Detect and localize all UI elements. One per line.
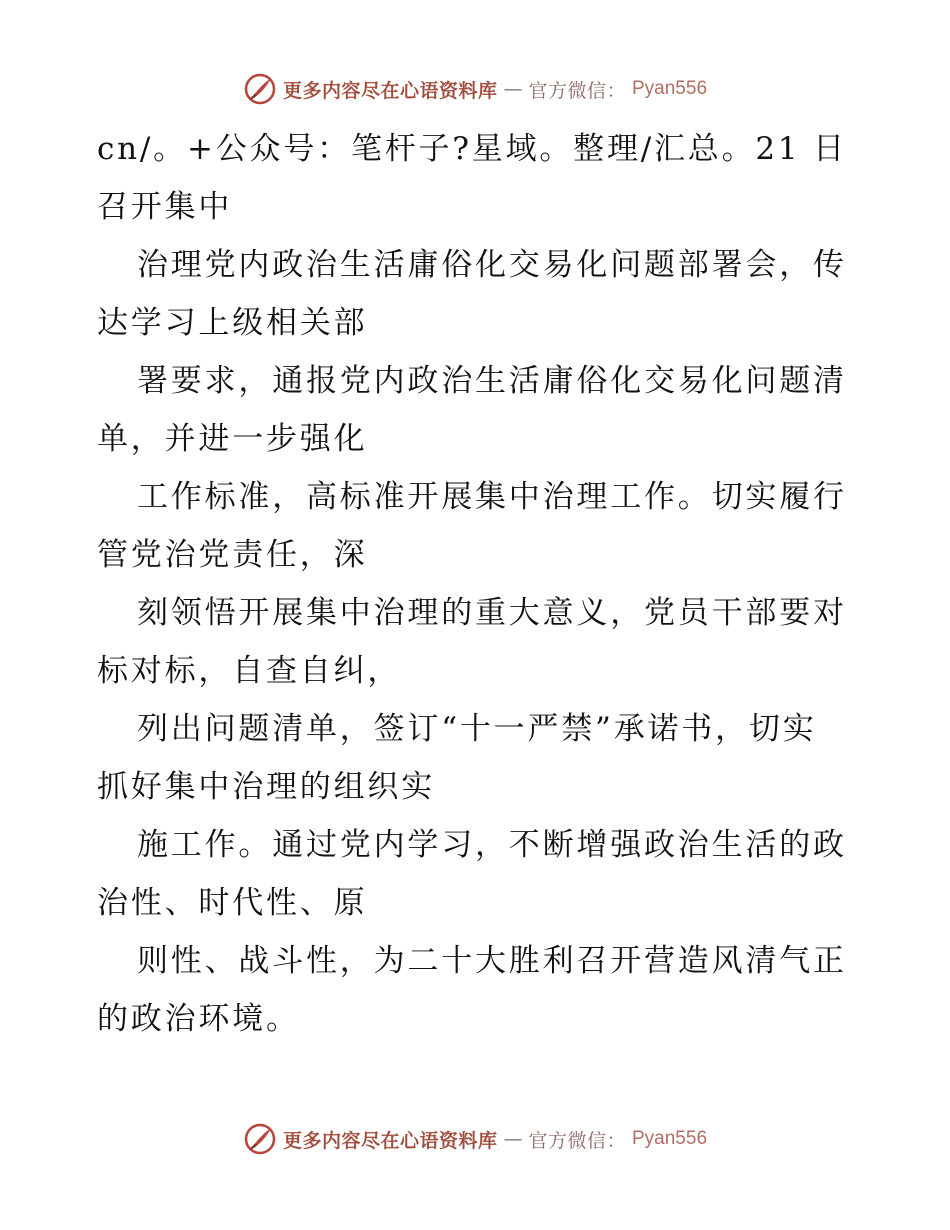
feather-pen-logo-icon (243, 1122, 277, 1156)
body-line: 工作标准，高标准开展集中治理工作。切实履行 (137, 479, 847, 515)
watermark-wechat-id: Pyan556 (632, 1128, 708, 1149)
header-watermark (0, 72, 950, 106)
body-line: 治性、时代性、原 (97, 885, 368, 921)
watermark-brand-text: 更多内容尽在心语资料库 (282, 1129, 498, 1152)
watermark-separator: — (503, 78, 523, 100)
body-line: cn/。+公众号：笔杆子?星域。整理/汇总。21 日 (97, 131, 847, 167)
body-line: 署要求，通报党内政治生活庸俗化交易化问题清 (137, 363, 847, 399)
body-line: 治理党内政治生活庸俗化交易化问题部署会，传 (137, 247, 847, 283)
body-line: 则性、战斗性，为二十大胜利召开营造风清气正 (137, 943, 847, 979)
body-line: 召开集中 (97, 189, 233, 225)
body-line: 的政治环境。 (97, 1001, 300, 1037)
body-line: 列出问题清单，签订“十一严禁”承诺书，切实 (137, 711, 817, 747)
watermark-wechat-label: 官方微信： (528, 1129, 626, 1152)
body-line: 标对标，自查自纠， (97, 653, 402, 689)
feather-pen-logo-icon (243, 72, 277, 106)
watermark-brand-text: 更多内容尽在心语资料库 (282, 79, 498, 102)
document-body (97, 120, 867, 1048)
watermark-wechat-id: Pyan556 (632, 78, 708, 99)
body-line: 抓好集中治理的组织实 (97, 769, 435, 805)
watermark-wechat-label: 官方微信： (528, 79, 626, 102)
body-line: 单，并进一步强化 (97, 421, 368, 457)
body-line: 管党治党责任，深 (97, 537, 368, 573)
body-line: 刻领悟开展集中治理的重大意义，党员干部要对 (137, 595, 847, 631)
watermark-separator: — (503, 1128, 523, 1150)
footer-watermark (0, 1122, 950, 1156)
body-line: 施工作。通过党内学习，不断增强政治生活的政 (137, 827, 847, 863)
body-line: 达学习上级相关部 (97, 305, 368, 341)
